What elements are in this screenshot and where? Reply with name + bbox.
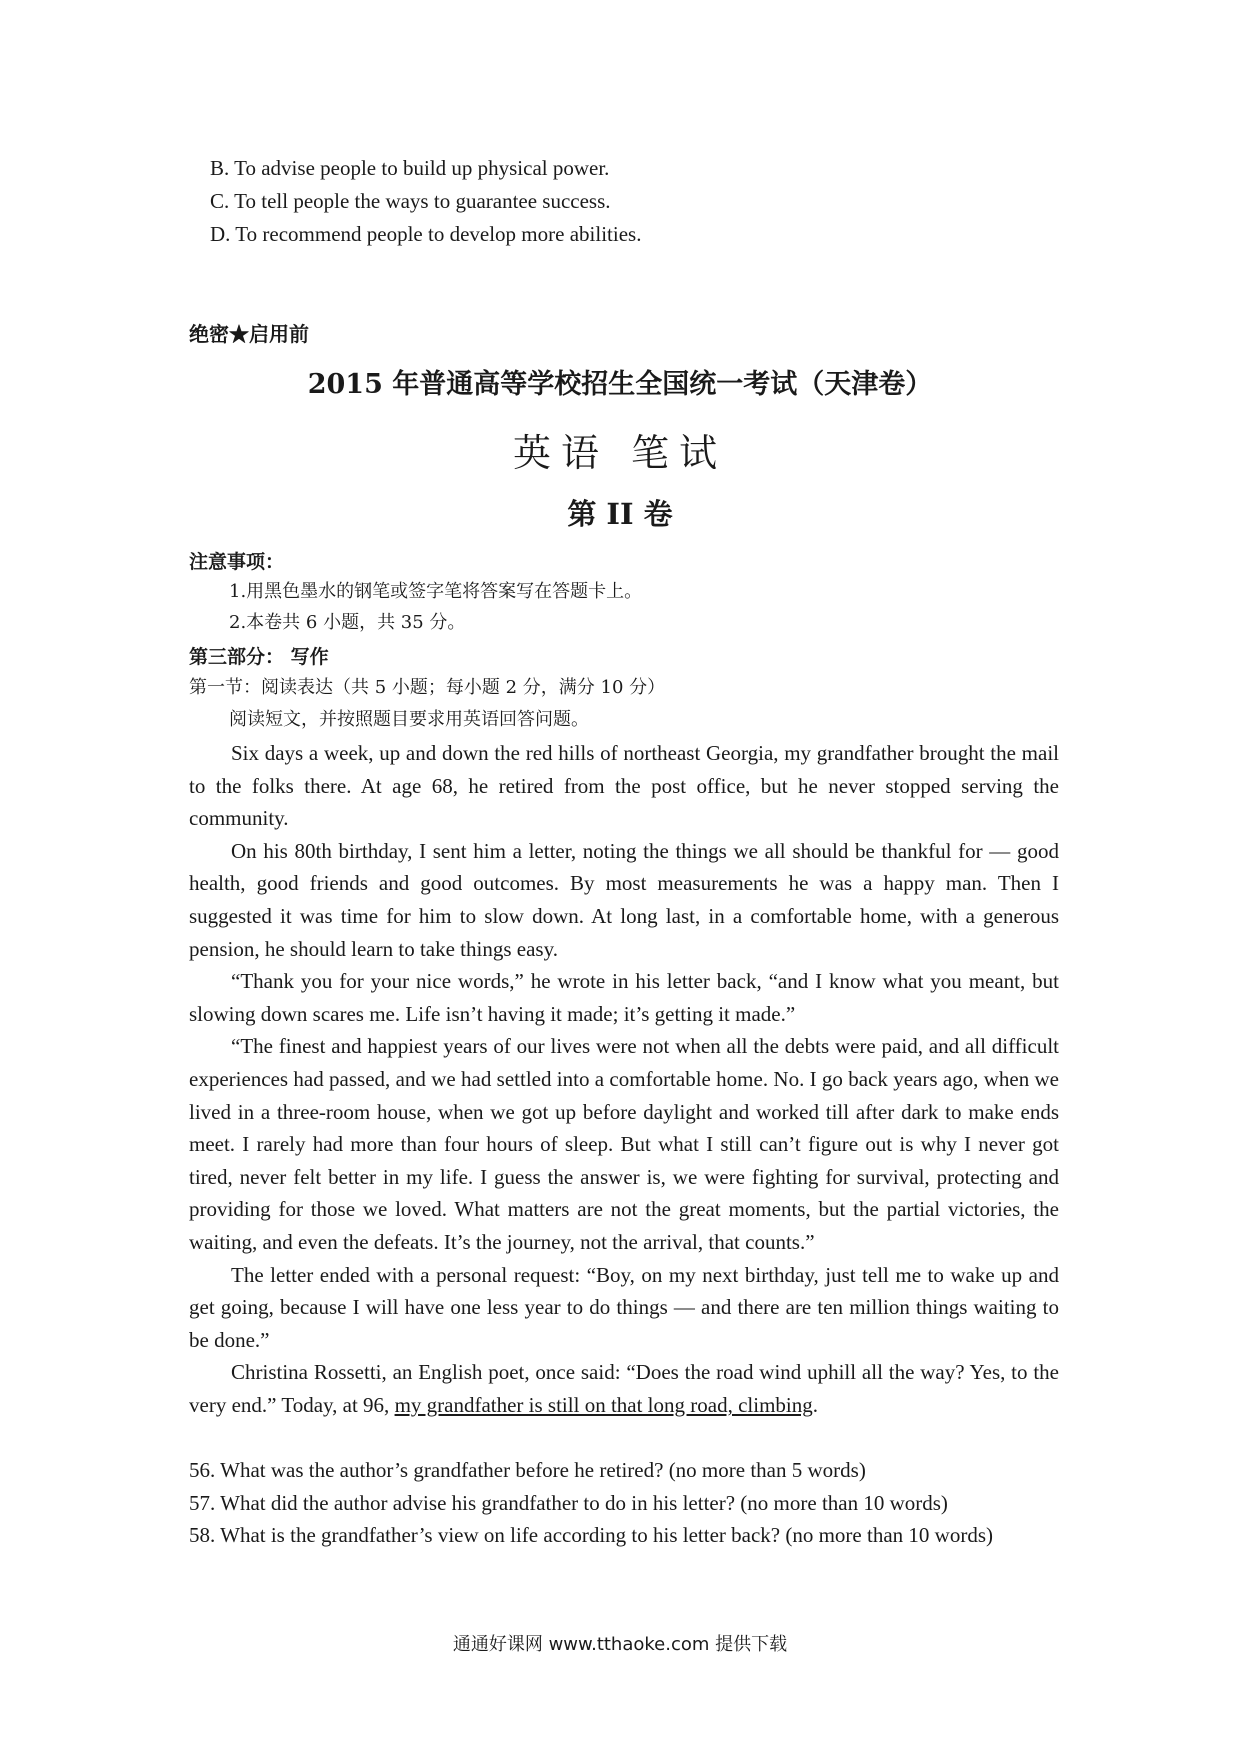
passage-paragraph: “The finest and happiest years of our lives were not when all the debts were paid, and all difficult experiences had passed, and we had settled into a comfortable home. No. I go back years ago, when we lived in a three-room house, when we got up before daylight and worked till after dark to make ends meet. I rarely had more than four hours of sleep. But what I still can’t figure out is why I never got tired, never felt better in my life. I guess the answer is, we were fighting for survival, protecting and providing for those we loved. What matters are not the great moments, but the partial victories, the waiting, and even the defeats. It’s the journey, not the arrival, that counts.”	[189, 1034, 1059, 1254]
question-58: 58. What is the grandfather’s view on life according to his letter back? (no more than 10 words)	[189, 1523, 993, 1548]
note-item: 1.用黑色墨水的钢笔或签字笔将答案写在答题卡上。	[229, 581, 643, 602]
exam-title: 2015 年普通高等学校招生全国统一考试（天津卷）	[307, 369, 933, 400]
reading-passage	[189, 737, 1059, 1421]
section-heading: 第一节：阅读表达（共 5 小题；每小题 2 分，满分 10 分）	[189, 677, 666, 698]
secret-label: 绝密★启用前	[189, 322, 309, 346]
passage-text: .	[812, 1392, 818, 1417]
passage-paragraph: On his 80th birthday, I sent him a letter, noting the things we all should be thankful for — good health, good friends and good outcomes. By most measurements he was a happy man. Then I suggested it was time for him to slow down. At long last, in a comfortable home, with a generous pension, he should learn to take things easy.	[189, 838, 1059, 961]
question-57: 57. What did the author advise his grandfather to do in his letter? (no more than 10 words)	[189, 1490, 948, 1515]
underlined-phrase: my grandfather is still on that long road, climbing	[394, 1392, 813, 1417]
passage-paragraph: Six days a week, up and down the red hills of northeast Georgia, my grandfather brought the mail to the folks there. At age 68, he retired from the post office, but he never stopped serving the community.	[189, 741, 1059, 831]
notes-heading: 注意事项：	[189, 551, 285, 573]
option-b: B. To advise people to build up physical power.	[210, 156, 610, 180]
instruction-text: 阅读短文，并按照题目要求用英语回答问题。	[229, 709, 589, 730]
footer-text: 通通好课网 www.tthaoke.com 提供下载	[452, 1634, 788, 1655]
option-c: C. To tell people the ways to guarantee success.	[210, 189, 611, 213]
notes-list	[229, 576, 642, 638]
passage-paragraph: The letter ended with a personal request: “Boy, on my next birthday, just tell me to wake up and get going, because I will have one less year to do things — and there are ten million things waiting to be done.”	[189, 1262, 1059, 1352]
option-d: D. To recommend people to develop more abilities.	[210, 222, 642, 246]
question-list	[189, 1454, 1059, 1552]
answer-options	[210, 152, 641, 251]
volume-title: 第 II 卷	[567, 497, 673, 531]
part-heading: 第三部分： 写作	[189, 646, 329, 668]
question-56: 56. What was the author’s grandfather before he retired? (no more than 5 words)	[189, 1458, 866, 1482]
note-item: 2.本卷共 6 小题，共 35 分。	[229, 612, 466, 633]
subject-title: 英语 笔试	[512, 431, 728, 475]
passage-paragraph-last	[189, 1356, 1059, 1421]
passage-text: Christina Rossetti, an English poet, once said: “Does the road wind uphill all the way? Yes, to the very end.” Today, at 96,	[189, 1360, 1059, 1417]
passage-paragraph: “Thank you for your nice words,” he wrote in his letter back, “and I know what you meant, but slowing down scares me. Life isn’t having it made; it’s getting it made.”	[189, 969, 1059, 1026]
